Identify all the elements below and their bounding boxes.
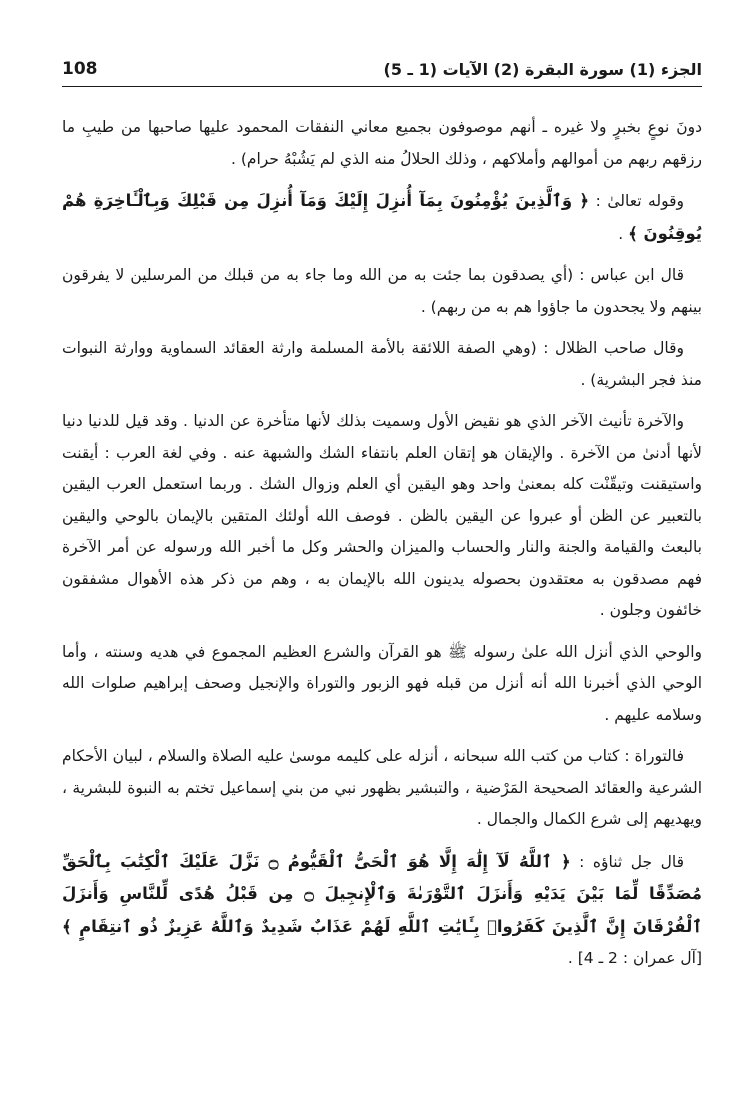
paragraph: والوحي الذي أنزل الله علىٰ رسوله ﷺ هو القرآن والشرع العظيم المجموع في هديه وسنته ، وأما الوحي الذي أخبرنا الله أنه أنزل من قبله فهو الزبور والتوراة والإنجيل وصحف إبراهيم صلوات الله وسلامه عليهم . bbox=[62, 642, 702, 724]
paragraph: قال ابن عباس : (أي يصدقون بما جئت به من الله وما جاء به من قبلك من المرسلين لا يفرقون بينهم ولا يجحدون ما جاؤوا هم به من ربهم) . bbox=[62, 266, 702, 316]
verse-reference: [آل عمران : 2 ـ 4] . bbox=[567, 949, 702, 967]
page-body bbox=[62, 112, 702, 985]
verse-end: . bbox=[618, 224, 629, 243]
running-title: الجزء (1) سورة البقرة (2) الآيات (1 ـ 5) bbox=[383, 59, 702, 79]
verse-paragraph bbox=[62, 846, 702, 975]
quran-verse: ﴿ ٱللَّهُ لَآ إِلَٰهَ إِلَّا هُوَ ٱلْحَىُّ ٱلْقَيُّومُ ۝ نَزَّلَ عَلَيْكَ ٱلْكِتَٰبَ بِٱلْحَقِّ مُصَدِّقًا لِّمَا بَيْنَ يَدَيْهِ وَأَنزَلَ ٱلتَّوْرَىٰةَ وَٱلْإِنجِيلَ ۝ مِن قَبْلُ هُدًى لِّلنَّاسِ وَأَنزَلَ ٱلْفُرْقَانَ إِنَّ ٱلَّذِينَ كَفَرُوا۟ بِـَٔايَٰتِ ٱللَّهِ لَهُمْ عَذَابٌ شَدِيدٌ وَٱللَّهُ عَزِيزٌ ذُو ٱنتِقَامٍ ﴾ bbox=[62, 851, 702, 936]
paragraph: وقال صاحب الظلال : (وهي الصفة اللائقة بالأمة المسلمة وارثة العقائد السماوية ووارثة النبوات منذ فجر البشرية) . bbox=[62, 339, 702, 389]
verse-paragraph bbox=[62, 185, 702, 250]
paragraph: دونَ نوعٍ بخبرٍ ولا غيره ـ أنهم موصوفون بجميع معاني النفقات المحمود عليها صاحبها من طيبِ ما رزقهم ربهم من أموالهم وأملاكهم ، وذلك الحلالُ منه الذي لم يَشُبْهُ حرام) . bbox=[62, 118, 702, 168]
paragraph: والآخرة تأنيث الآخر الذي هو نقيض الأول وسميت بذلك لأنها متأخرة عن الدنيا . وقد قيل للدنيا دنيا لأنها أدنىٰ من الآخرة . والإيقان هو إتقان العلم بانتفاء الشك والشبهة عنه . وفي لغة العرب : أيقنت واستيقنت وتيقّنْت كله بمعنىٰ واحد وهو اليقين أي العلم وزوال الشك . وربما استعمل العرب اليقين بالتعبير عن الظن أو عبروا عن اليقين بالظن . فوصف الله أولئك المتقين بالإيمان بالوحي واليقين بالبعث والقيامة والجنة والنار والحساب والميزان والحشر وكل ما أخبر الله ورسوله عن أمر الآخرة فهم مصدقون به معتقدون بحصوله يدينون الله بالإيمان به ، وهم من ذكر هذه الأهوال مشفقون خائفون وجلون . bbox=[62, 412, 702, 619]
quran-verse: ﴿ وَٱلَّذِينَ يُؤْمِنُونَ بِمَآ أُنزِلَ إِلَيْكَ وَمَآ أُنزِلَ مِن قَبْلِكَ وَبِٱلْـَٔاخِرَةِ هُمْ يُوقِنُونَ ﴾ bbox=[62, 191, 702, 243]
verse-intro: وقوله تعالىٰ : bbox=[589, 192, 684, 210]
page-number: 108 bbox=[62, 59, 98, 79]
paragraph: فالتوراة : كتاب من كتب الله سبحانه ، أنزله على كليمه موسىٰ عليه الصلاة والسلام ، لبيان الأحكام الشرعية والعقائد الصحيحة المَرْضية ، والتبشير بظهور نبي من بني إسماعيل تختم به النبوة للبشرية ، ويهديهم إلى شرع الكمال والجمال . bbox=[62, 747, 702, 828]
verse-intro: قال جل ثناؤه : bbox=[570, 852, 684, 871]
page-header bbox=[62, 52, 702, 87]
